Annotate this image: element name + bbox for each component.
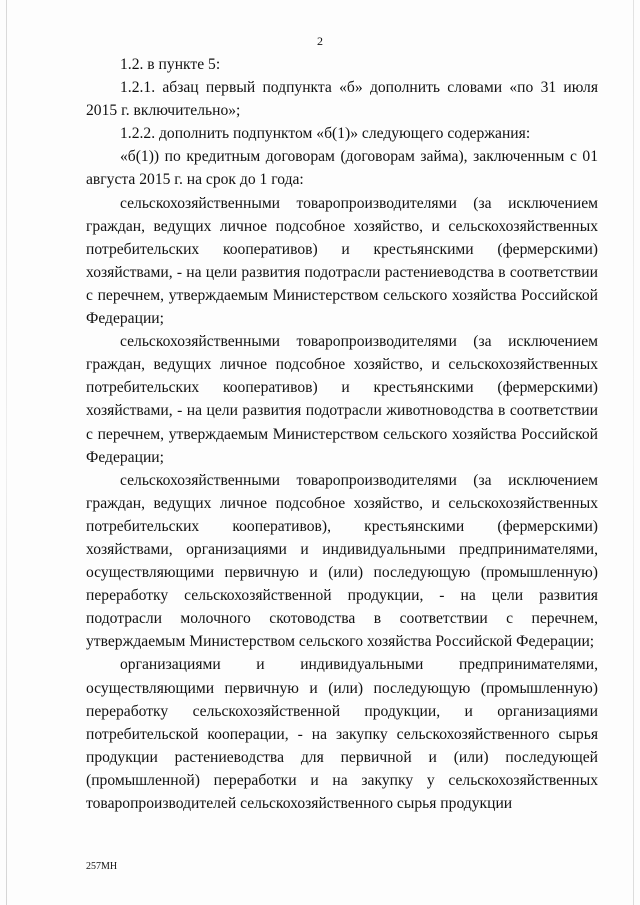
- scan-edge-right: [633, 0, 634, 905]
- paragraph-dairy-cattle: сельскохозяйственными товаропроизводителями (за исключением граждан, ведущих личное подсобное хозяйство, и сельскохозяйственных потребительских кооперативов), крестьянскими (фермерскими) хозяйствами, организациями и индивидуальными предпринимателями, осуществляющими первичную и (или) последующую (промышленную) переработку сельскохозяйственной продукции, - на цели развития подотрасли молочного скотоводства в соответствии с перечнем, утверждаемым Министерством сельского хозяйства Российской Федерации;: [86, 471, 598, 651]
- paragraph-livestock: сельскохозяйственными товаропроизводителями (за исключением граждан, ведущих личное подсобное хозяйство, и сельскохозяйственных потребительских кооперативов) и крестьянскими (фермерскими) хозяйствами, - на цели развития подотрасли животноводства в соответствии с перечнем, утверждаемым Министерством сельского хозяйства Российской Федерации;: [86, 333, 598, 466]
- document-body: [86, 53, 598, 815]
- paragraph-processing: организациями и индивидуальными предпринимателями, осуществляющими первичную и (или) последующую (промышленную) переработку сельскохозяйственной продукции, и организациями потребительской кооперации, - на закупку сельскохозяйственного сырья продукции растениеводства для первичной и (или) последующей (промышленной) переработки и на закупку у сельскохозяйственных товаропроизводителей сельскохозяйственного сырья продукции: [86, 656, 598, 812]
- paragraph-1-2-1: 1.2.1. абзац первый подпункта «б» дополнить словами «по 31 июля 2015 г. включительно»;: [86, 79, 598, 120]
- scan-edge-left: [6, 0, 7, 905]
- paragraph-1-2: 1.2. в пункте 5:: [120, 56, 221, 73]
- paragraph-crop-production: сельскохозяйственными товаропроизводителями (за исключением граждан, ведущих личное подсобное хозяйство, и сельскохозяйственных потребительских кооперативов) и крестьянскими (фермерскими) хозяйствами, - на цели развития подотрасли растениеводства в соответствии с перечнем, утверждаемым Министерством сельского хозяйства Российской Федерации;: [86, 194, 598, 328]
- paragraph-1-2-2: 1.2.2. дополнить подпунктом «б(1)» следующего содержания:: [120, 125, 531, 143]
- paragraph-b1-intro: «б(1)) по кредитным договорам (договорам займа), заключенным с 01 августа 2015 г. на срок до 1 года:: [86, 148, 598, 189]
- document-code: 257МН: [86, 861, 118, 872]
- page-number: 2: [317, 34, 323, 48]
